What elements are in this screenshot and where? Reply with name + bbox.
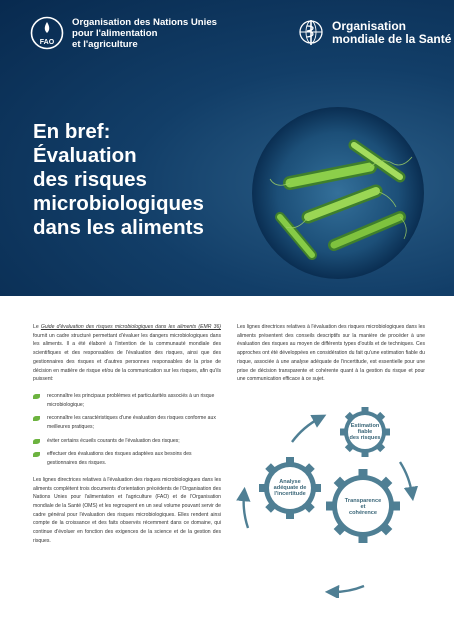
cycle-arrow [332,586,364,592]
leaf-bullet-icon [33,439,40,444]
leaf-bullet-icon [33,394,40,399]
intro-paragraph: Le Guide d'évaluation des risques microbiologiques dans les aliments (EMR 36) fournit un cadre structuré permettant d'évaluer les dangers microbiologiques dans les aliments. Il a été élaboré à l'intention de la communauté mondiale des scientifiques et des responsables de l'évaluation des risques, ainsi que des gestionnaires des risques et d'autres personnes responsables de la prise de décision en matière de risque et/ou de la communication sur les risques, afin qu'ils puissent: [33,324,221,383]
guide-reference-link[interactable]: Guide d'évaluation des risques microbiologiques dans les aliments (EMR 36) [40,324,221,330]
fao-logo [30,16,64,50]
fao-name: Organisation des Nations Unies pour l'alimentation et l'agriculture [72,17,218,50]
title-line: Évaluation [33,144,137,167]
gear-transparency [326,469,400,543]
cycle-arrow [244,494,248,528]
cycle-arrow [292,418,320,442]
title-line: dans les aliments [33,216,204,239]
list-item: éviter certains écueils courants de l'évaluation des risques; [33,437,221,446]
cycle-arrow [400,462,412,494]
who-name: Organisation mondiale de la Santé [332,19,452,46]
right-column [237,323,425,392]
left-column [33,323,221,553]
leaf-bullet-icon [33,416,40,421]
logo-bar [0,0,454,64]
svg-text:fiable: fiable [357,429,373,435]
fao-logo-text: FAO [39,39,55,46]
leaf-bullet-icon [33,452,40,457]
svg-text:l'incertitude: l'incertitude [274,491,306,497]
gear-analysis [259,457,321,519]
gears-diagram [236,398,426,598]
title-line: En bref: [33,120,111,143]
bacteria-illustration [250,105,426,281]
svg-text:Estimation: Estimation [350,423,380,429]
title-line: des risques [33,168,147,191]
svg-text:adéquate de: adéquate de [273,485,307,491]
gear-estimation [340,407,390,457]
list-item: reconnaître les caractéristiques d'une évaluation des risques conforme aux meilleures pratiques; [33,414,221,431]
svg-text:et: et [360,504,366,510]
who-logo [296,17,326,47]
svg-text:Transparence: Transparence [344,498,382,504]
approach-paragraph: Les lignes directrices relatives à l'évaluation des risques microbiologiques dans les aliments présentent des conseils descriptifs sur la manière de procéder à une évaluation des risques au moyen de différents types d'outils et de techniques. Ces approches ont été développées en considération du fait qu'une estimation fiable du risque, associée à une analyse adéquate de l'incertitude, est essentielle pour une prise de décision transparente et cohérente quant à la gestion du risque et pour une communication efficace à ce sujet. [237,324,425,383]
title-line: microbiologiques [33,192,204,215]
svg-text:cohérence: cohérence [349,510,377,516]
list-item: reconnaître les principaux problèmes et particularités associés à un risque microbiologique; [33,392,221,409]
svg-text:Analyse: Analyse [279,479,301,485]
objectives-list [33,392,221,468]
hero-banner [0,0,454,296]
guidelines-paragraph: Les lignes directrices relatives à l'évaluation des risques microbiologiques dans les aliments complètent trois documents d'orientation précédents de l'Organisation des Nations Unies pour l'alimentation et l'agriculture (FAO) et de l'Organisation mondiale de la Santé (OMS) et les regroupent en un seul volume pouvant servir de cadre général pour l'évaluation des risques microbiologiques. Elles rendent ainsi compte de la croissance et des faits observés récemment dans ce domaine, qui continue d'évoluer en fonction des exigences de la science et de la gestion des risques. [33,476,221,544]
page-title [33,120,263,240]
svg-text:des risques: des risques [349,435,381,441]
list-item: effectuer des évaluations des risques adaptées aux besoins des gestionnaires des risques. [33,450,221,467]
